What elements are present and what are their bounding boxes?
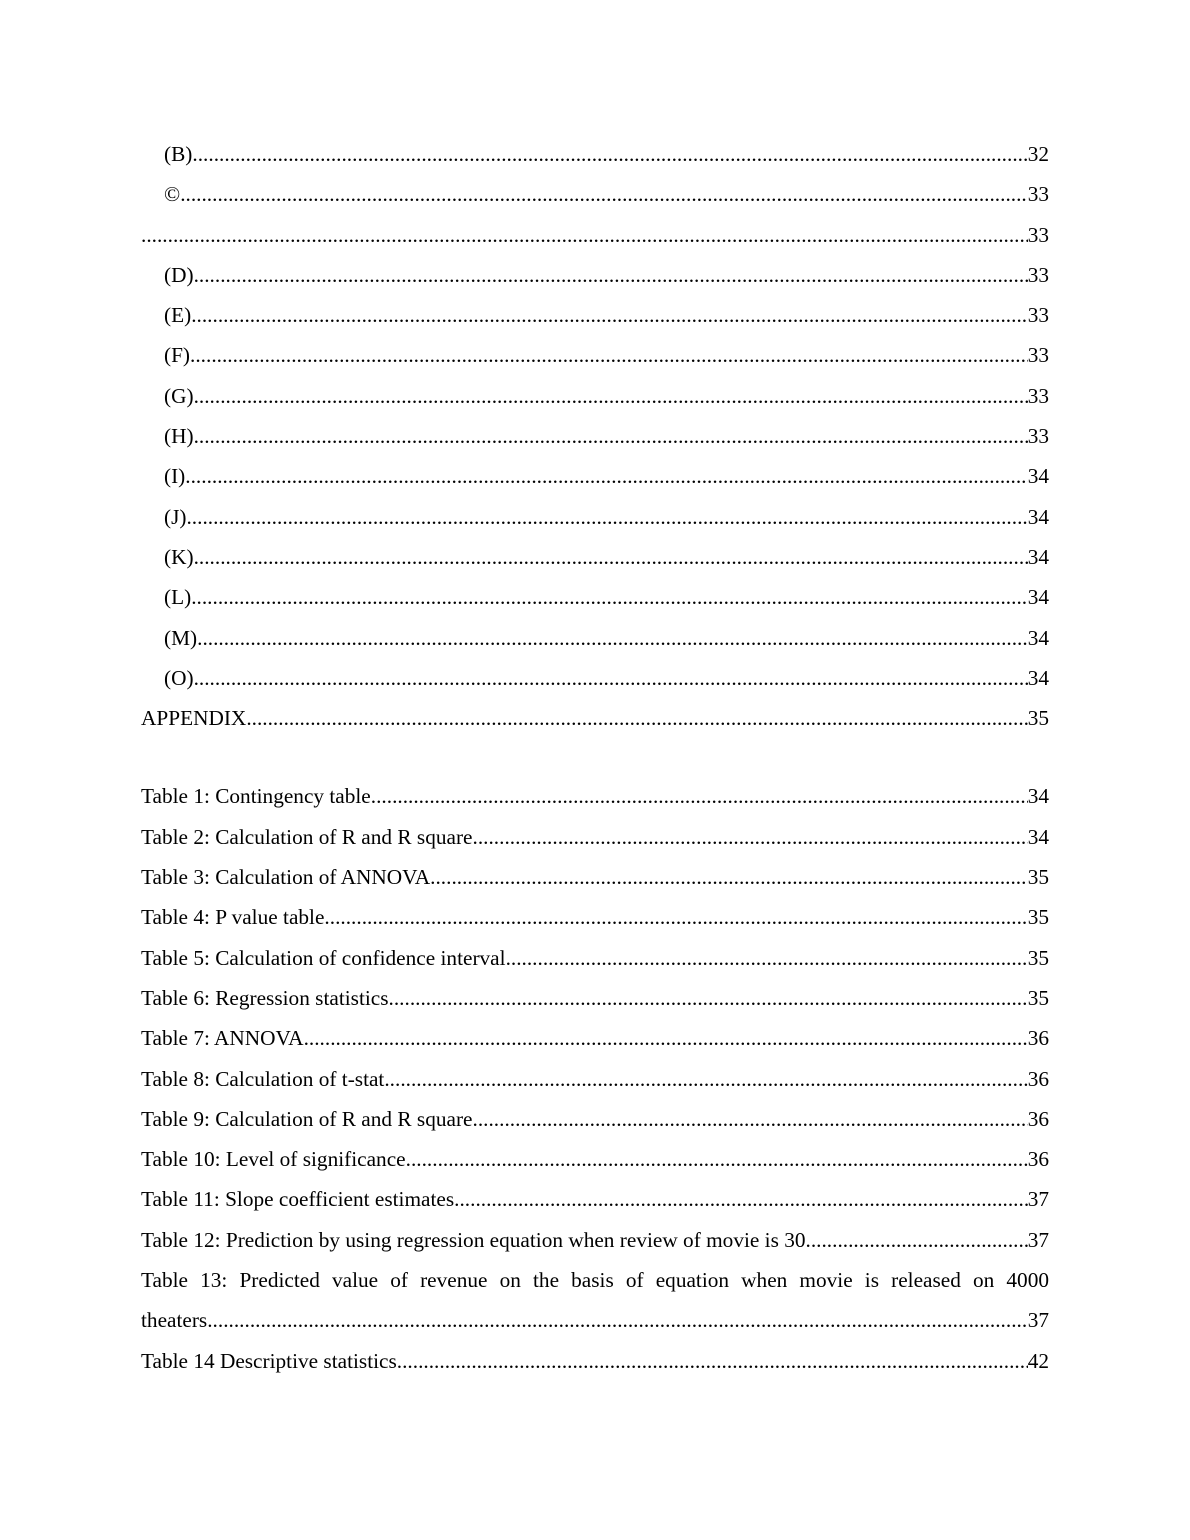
toc-entry-5[interactable]: [141, 295, 1049, 335]
toc-entry-page-number: 32: [1027, 142, 1049, 166]
toc-entry-2[interactable]: [141, 174, 1049, 214]
toc-entry-page-number: 37: [1027, 1187, 1049, 1212]
toc-entry-page-number: 33: [1027, 424, 1049, 449]
table-list-entry-1[interactable]: [141, 776, 1049, 816]
toc-entry-page-number: 42: [1027, 1348, 1049, 1373]
toc-entry-page-number: 34: [1027, 665, 1049, 690]
toc-entry-page-number: 36: [1027, 1147, 1049, 1172]
toc-entry-page-number: 33: [1027, 343, 1049, 368]
dot-leader: [197, 618, 1028, 658]
toc-entry-label-line-2: theaters: [141, 1308, 208, 1333]
dot-leader: [194, 658, 1028, 698]
table-list-entry-10[interactable]: [141, 1139, 1049, 1179]
toc-entry-label: (J): [164, 504, 187, 529]
toc-entry-page-number: 33: [1027, 383, 1049, 408]
toc-entry-label: Table 2: Calculation of R and R square: [141, 824, 473, 849]
toc-entry-page-number: 35: [1027, 905, 1049, 930]
toc-entry-page-number: 34: [1027, 625, 1049, 650]
dot-leader: [324, 897, 1027, 937]
toc-entry-label: Table 14 Descriptive statistics: [141, 1348, 397, 1373]
table-list-entry-11[interactable]: [141, 1179, 1049, 1219]
toc-entry-label: Table 4: P value table: [141, 905, 325, 930]
table-list-entry-9[interactable]: [141, 1099, 1049, 1139]
toc-entry-label: Table 8: Calculation of t-stat: [141, 1066, 385, 1091]
toc-entry-9[interactable]: [141, 456, 1049, 496]
dot-leader: [506, 938, 1028, 978]
toc-entry-table-14[interactable]: [141, 1341, 1049, 1381]
toc-entry-12[interactable]: [141, 577, 1049, 617]
toc-entry-page-number: 33: [1027, 182, 1049, 207]
toc-entry-label: APPENDIX: [141, 706, 247, 731]
toc-entry-page-number: 33: [1027, 222, 1049, 247]
table-list-entry-8[interactable]: [141, 1059, 1049, 1099]
toc-entry-6[interactable]: [141, 335, 1049, 375]
table-list-entry-4[interactable]: [141, 897, 1049, 937]
toc-entry-1[interactable]: [141, 134, 1049, 174]
toc-entry-page-number: 35: [1027, 865, 1049, 890]
dot-leader: [389, 978, 1028, 1018]
toc-entry-label: Table 9: Calculation of R and R square: [141, 1106, 473, 1131]
dot-leader: [185, 456, 1027, 496]
toc-entry-4[interactable]: [141, 255, 1049, 295]
dot-leader: [191, 295, 1028, 335]
toc-entry-15[interactable]: [141, 698, 1049, 738]
toc-entry-label: ©: [164, 182, 181, 207]
toc-entry-label: Table 3: Calculation of ANNOVA: [141, 865, 431, 890]
toc-entry-page-number: 34: [1027, 504, 1049, 529]
toc-entry-label: Table 7: ANNOVA: [141, 1026, 304, 1051]
toc-entry-page-number: 36: [1027, 1066, 1049, 1091]
dot-leader: [194, 537, 1028, 577]
toc-entry-label: Table 6: Regression statistics: [141, 985, 389, 1010]
dot-leader: [192, 134, 1027, 174]
toc-entry-label: (L): [164, 585, 192, 610]
dot-leader: [397, 1341, 1028, 1381]
dot-leader: [186, 497, 1027, 537]
table-list-entry-7[interactable]: [141, 1018, 1049, 1058]
toc-entry-page-number: 34: [1027, 464, 1049, 489]
dot-leader: [194, 376, 1028, 416]
toc-entry-page-number: 33: [1027, 262, 1049, 287]
toc-entry-label: (G): [164, 383, 194, 408]
dot-leader: [246, 698, 1027, 738]
list-of-tables: [141, 776, 1049, 1260]
toc-entry-label: (D): [164, 262, 194, 287]
toc-entry-page-number: 35: [1027, 706, 1049, 731]
dot-leader: [806, 1220, 1028, 1260]
toc-entry-label: Table 1: Contingency table: [141, 784, 371, 809]
toc-entry-label: Table 12: Prediction by using regression equation when review of movie is 30: [141, 1227, 806, 1252]
contents-list: [141, 134, 1049, 738]
dot-leader: [180, 174, 1028, 214]
section-gap: [141, 738, 1049, 776]
dot-leader: [384, 1059, 1027, 1099]
toc-entry-13[interactable]: [141, 618, 1049, 658]
toc-entry-page-number: 36: [1027, 1026, 1049, 1051]
toc-entry-label: Table 10: Level of significance: [141, 1147, 406, 1172]
dot-leader: [190, 335, 1028, 375]
dot-leader: [141, 215, 1028, 255]
dot-leader: [207, 1300, 1027, 1340]
toc-entry-page-number: 35: [1027, 945, 1049, 970]
toc-entry-label: (F): [164, 343, 191, 368]
table-of-contents: [141, 134, 1049, 1381]
dot-leader: [304, 1018, 1028, 1058]
toc-entry-label: (B): [164, 142, 193, 166]
toc-entry-label: (E): [164, 303, 192, 328]
toc-entry-table-13[interactable]: [141, 1260, 1049, 1341]
toc-entry-label: (H): [164, 424, 194, 449]
toc-entry-label: (I): [164, 464, 186, 489]
dot-leader: [191, 577, 1028, 617]
toc-entry-page-number: 34: [1027, 784, 1049, 809]
toc-entry-page-number: 33: [1027, 303, 1049, 328]
toc-entry-page-number: 37: [1027, 1308, 1049, 1333]
toc-entry-10[interactable]: [141, 497, 1049, 537]
dot-leader: [473, 817, 1028, 857]
table-list-entry-5[interactable]: [141, 938, 1049, 978]
toc-entry-8[interactable]: [141, 416, 1049, 456]
toc-entry-line-2: [141, 1300, 1049, 1340]
dot-leader: [194, 255, 1028, 295]
dot-leader: [430, 857, 1028, 897]
dot-leader: [371, 776, 1028, 816]
dot-leader: [194, 416, 1028, 456]
dot-leader: [473, 1099, 1028, 1139]
dot-leader: [454, 1179, 1028, 1219]
toc-entry-label: Table 5: Calculation of confidence interval: [141, 945, 506, 970]
toc-entry-page-number: 34: [1027, 544, 1049, 569]
toc-entry-3[interactable]: [141, 215, 1049, 255]
table-list-entry-12[interactable]: [141, 1220, 1049, 1260]
toc-entry-page-number: 35: [1027, 985, 1049, 1010]
toc-entry-label: (O): [164, 665, 194, 690]
toc-entry-label-line-1: Table 13: Predicted value of revenue on the basis of equation when movie is released on 4000: [141, 1268, 1049, 1293]
table-list-entry-2[interactable]: [141, 817, 1049, 857]
toc-entry-14[interactable]: [141, 658, 1049, 698]
table-list-entry-3[interactable]: [141, 857, 1049, 897]
toc-entry-page-number: 34: [1027, 585, 1049, 610]
toc-entry-11[interactable]: [141, 537, 1049, 577]
toc-entry-7[interactable]: [141, 376, 1049, 416]
dot-leader: [406, 1139, 1028, 1179]
toc-entry-label: (K): [164, 544, 194, 569]
toc-entry-label: Table 11: Slope coefficient estimates: [141, 1187, 455, 1212]
toc-entry-label: (M): [164, 625, 198, 650]
toc-entry-page-number: 34: [1027, 824, 1049, 849]
table-list-entry-6[interactable]: [141, 978, 1049, 1018]
toc-entry-page-number: 36: [1027, 1106, 1049, 1131]
toc-entry-page-number: 37: [1027, 1227, 1049, 1252]
